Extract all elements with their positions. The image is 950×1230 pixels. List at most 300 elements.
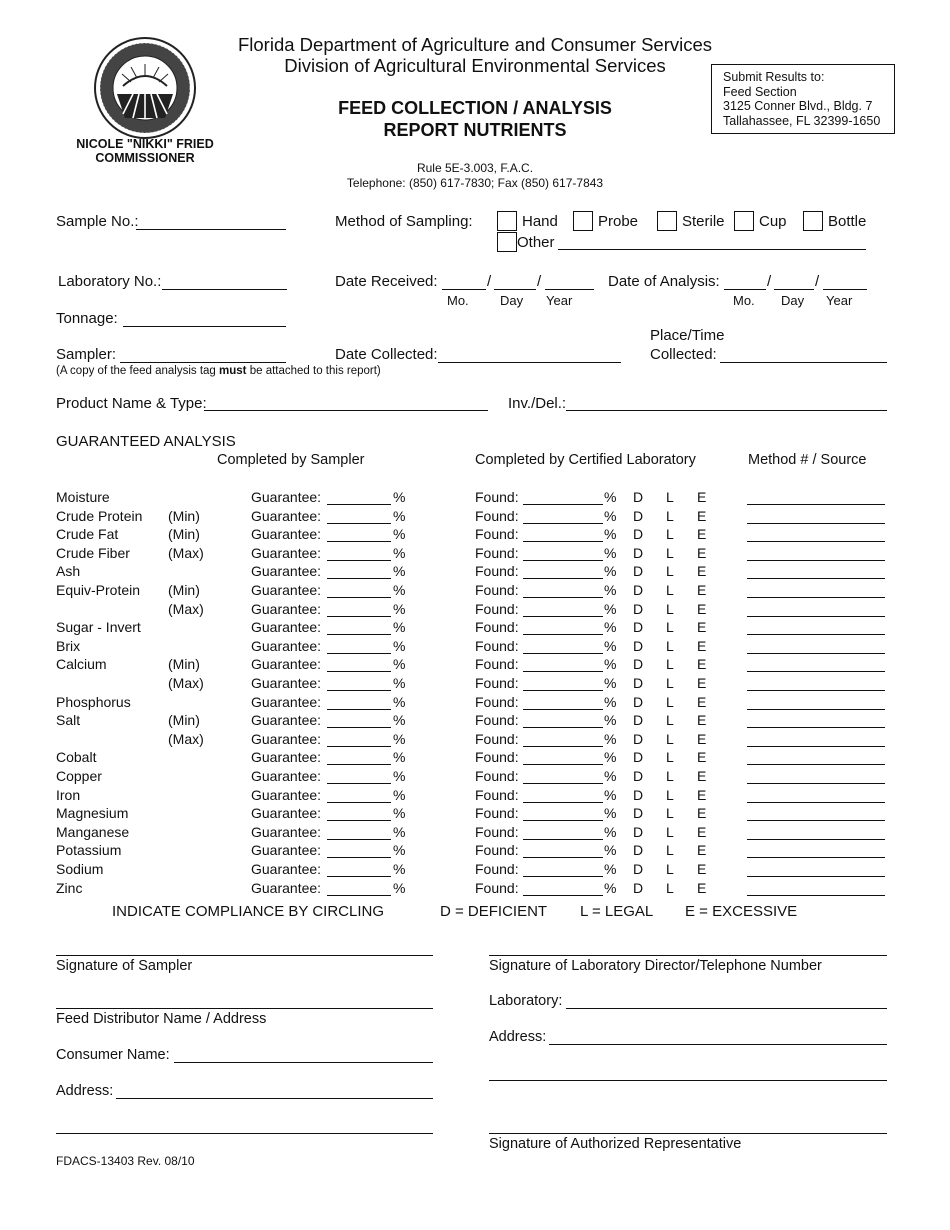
found-label: Found: — [475, 656, 519, 673]
method-source-field[interactable] — [747, 712, 885, 728]
authorized-signature-label: Signature of Authorized Representative — [489, 1136, 742, 1152]
deficient-code[interactable]: D — [633, 544, 644, 561]
excessive-code[interactable]: E — [697, 861, 707, 877]
legal-code[interactable]: L — [666, 582, 674, 598]
percent-sign: % — [393, 675, 406, 691]
distributor-field[interactable] — [56, 1008, 433, 1009]
consumer-name-field[interactable] — [174, 1062, 433, 1063]
analysis-row — [0, 563, 950, 581]
copy-note: (A copy of the feed analysis tag must be attached to this report) — [56, 365, 381, 377]
hand-checkbox[interactable] — [497, 211, 517, 231]
nutrient-qualifier: (Min) — [168, 712, 200, 729]
nutrient-qualifier: (Max) — [168, 730, 204, 747]
guarantee-field[interactable] — [327, 880, 391, 896]
deficient-code[interactable]: D — [633, 712, 644, 729]
bottle-label: Bottle — [828, 213, 867, 230]
found-field[interactable] — [523, 694, 603, 710]
inv-del-label: Inv./Del.: — [508, 395, 567, 412]
date-separator: / — [767, 273, 772, 290]
guarantee-field[interactable] — [327, 545, 391, 561]
guarantee-field[interactable] — [327, 656, 391, 672]
method-source-field[interactable] — [747, 545, 885, 561]
found-field[interactable] — [523, 638, 603, 654]
excessive-code[interactable]: E — [697, 675, 707, 691]
nutrient-name: Brix — [56, 637, 81, 654]
cup-checkbox[interactable] — [734, 211, 754, 231]
legal-code[interactable]: L — [666, 619, 674, 636]
form-title-line1: FEED COLLECTION / ANALYSIS — [338, 98, 612, 118]
percent-sign: % — [604, 768, 617, 784]
date-of-analysis-month-field[interactable] — [724, 289, 766, 290]
found-field[interactable] — [523, 768, 603, 784]
percent-sign: % — [393, 693, 406, 710]
deficient-code[interactable]: D — [633, 526, 644, 543]
found-label: Found: — [475, 879, 519, 896]
deficient-code[interactable]: D — [633, 563, 644, 580]
method-source-field[interactable] — [747, 638, 885, 654]
guarantee-label: Guarantee: — [251, 526, 322, 543]
excessive-code[interactable]: E — [697, 730, 707, 747]
guarantee-field[interactable] — [327, 508, 391, 524]
date-separator: / — [537, 273, 542, 290]
method-source-field[interactable] — [747, 824, 885, 840]
excessive-code[interactable]: E — [697, 768, 707, 784]
method-of-sampling-label: Method of Sampling: — [335, 213, 473, 230]
legal-code[interactable]: L — [666, 879, 674, 896]
legal-code[interactable]: L — [666, 507, 674, 524]
guarantee-label: Guarantee: — [251, 619, 322, 636]
method-source-field[interactable] — [747, 582, 885, 598]
percent-sign: % — [604, 637, 617, 654]
date-of-analysis-day-field[interactable] — [774, 289, 814, 290]
percent-sign: % — [393, 656, 406, 673]
found-field[interactable] — [523, 749, 603, 765]
guarantee-label: Guarantee: — [251, 861, 322, 877]
guarantee-label: Guarantee: — [251, 637, 322, 654]
found-field[interactable] — [523, 861, 603, 877]
nutrient-qualifier: (Min) — [168, 656, 200, 673]
guarantee-field[interactable] — [327, 526, 391, 542]
legal-code[interactable]: L — [666, 823, 674, 840]
percent-sign: % — [604, 842, 617, 859]
excessive-code[interactable]: E — [697, 712, 707, 729]
department-name: Florida Department of Agriculture and Consumer Services — [237, 34, 713, 55]
found-field[interactable] — [523, 582, 603, 598]
excessive-code[interactable]: E — [697, 526, 707, 543]
deficient-code[interactable]: D — [633, 619, 644, 636]
tonnage-field[interactable] — [123, 326, 286, 327]
legal-code[interactable]: L — [666, 675, 674, 691]
legal-code[interactable]: L — [666, 768, 674, 784]
date-separator: / — [487, 273, 492, 290]
laboratory-label: Laboratory: — [489, 993, 563, 1009]
found-field[interactable] — [523, 526, 603, 542]
found-label: Found: — [475, 823, 519, 840]
guarantee-field[interactable] — [327, 619, 391, 635]
method-source-field[interactable] — [747, 508, 885, 524]
percent-sign: % — [393, 619, 406, 636]
method-source-field[interactable] — [747, 749, 885, 765]
found-field[interactable] — [523, 824, 603, 840]
percent-sign: % — [604, 805, 617, 822]
sterile-checkbox[interactable] — [657, 211, 677, 231]
product-name-label: Product Name & Type: — [56, 395, 207, 412]
sampler-signature-field[interactable] — [56, 955, 433, 956]
method-source-field[interactable] — [747, 656, 885, 672]
submit-line: Submit Results to: — [723, 70, 825, 84]
date-received-label: Date Received: — [335, 273, 438, 290]
excessive-code[interactable]: E — [697, 507, 707, 524]
analysis-row — [0, 638, 950, 656]
legal-code[interactable]: L — [666, 786, 674, 803]
year-caption: Year — [826, 293, 853, 308]
found-label: Found: — [475, 805, 519, 822]
florida-agriculture-seal-icon — [93, 36, 197, 140]
method-source-field[interactable] — [747, 563, 885, 579]
nutrient-name: Sugar - Invert — [56, 619, 141, 636]
guarantee-label: Guarantee: — [251, 600, 322, 617]
method-source-field[interactable] — [747, 675, 885, 691]
sampler-label: Sampler: — [56, 346, 117, 363]
found-label: Found: — [475, 768, 519, 784]
deficient-code[interactable]: D — [633, 489, 644, 505]
completed-by-lab-heading: Completed by Certified Laboratory — [475, 452, 696, 468]
date-of-analysis-year-field[interactable] — [823, 289, 867, 290]
guarantee-field[interactable] — [327, 824, 391, 840]
day-caption: Day — [500, 293, 524, 308]
sample-no-field[interactable] — [136, 229, 286, 230]
deficient-legend: D = DEFICIENT — [440, 903, 548, 920]
deficient-code[interactable]: D — [633, 582, 644, 598]
deficient-code[interactable]: D — [633, 637, 644, 654]
lab-director-signature-field[interactable] — [489, 955, 887, 956]
guarantee-label: Guarantee: — [251, 786, 322, 803]
analysis-row — [0, 880, 950, 898]
probe-checkbox[interactable] — [573, 211, 593, 231]
found-label: Found: — [475, 842, 519, 859]
percent-sign: % — [604, 563, 617, 580]
method-source-field[interactable] — [747, 861, 885, 877]
excessive-code[interactable]: E — [697, 489, 707, 505]
guarantee-field[interactable] — [327, 805, 391, 821]
tonnage-label: Tonnage: — [56, 310, 118, 327]
guarantee-field[interactable] — [327, 563, 391, 579]
found-field[interactable] — [523, 563, 603, 579]
inv-del-field[interactable] — [566, 410, 887, 411]
found-label: Found: — [475, 637, 519, 654]
deficient-code[interactable]: D — [633, 656, 644, 673]
deficient-code[interactable]: D — [633, 675, 644, 691]
excessive-code[interactable]: E — [697, 563, 707, 580]
deficient-code[interactable]: D — [633, 805, 644, 822]
deficient-code[interactable]: D — [633, 842, 644, 859]
guarantee-label: Guarantee: — [251, 544, 322, 561]
guarantee-field[interactable] — [327, 861, 391, 877]
guarantee-label: Guarantee: — [251, 507, 322, 524]
legal-code[interactable]: L — [666, 749, 674, 766]
percent-sign: % — [393, 712, 406, 729]
guarantee-label: Guarantee: — [251, 582, 322, 598]
lab-address-line2-field[interactable] — [489, 1080, 887, 1081]
date-received-month-field[interactable] — [442, 289, 486, 290]
guarantee-field[interactable] — [327, 712, 391, 728]
method-source-field[interactable] — [747, 731, 885, 747]
found-field[interactable] — [523, 712, 603, 728]
analysis-row — [0, 842, 950, 860]
legal-code[interactable]: L — [666, 730, 674, 747]
analysis-row — [0, 601, 950, 619]
nutrient-name: Crude Protein — [56, 507, 143, 524]
excessive-code[interactable]: E — [697, 619, 707, 636]
excessive-code[interactable]: E — [697, 582, 707, 598]
legal-code[interactable]: L — [666, 563, 674, 580]
guarantee-field[interactable] — [327, 489, 391, 505]
compliance-instruction: INDICATE COMPLIANCE BY CIRCLING — [112, 903, 384, 920]
guarantee-label: Guarantee: — [251, 675, 322, 691]
excessive-code[interactable]: E — [697, 823, 707, 840]
percent-sign: % — [604, 656, 617, 673]
form-number: FDACS-13403 Rev. 08/10 — [56, 1154, 195, 1168]
guarantee-field[interactable] — [327, 842, 391, 858]
excessive-code[interactable]: E — [697, 693, 707, 710]
guarantee-field[interactable] — [327, 787, 391, 803]
deficient-code[interactable]: D — [633, 507, 644, 524]
guarantee-field[interactable] — [327, 582, 391, 598]
found-field[interactable] — [523, 842, 603, 858]
deficient-code[interactable]: D — [633, 749, 644, 766]
method-source-heading: Method # / Source — [748, 452, 867, 468]
percent-sign: % — [604, 861, 617, 877]
guarantee-label: Guarantee: — [251, 712, 322, 729]
percent-sign: % — [604, 730, 617, 747]
found-field[interactable] — [523, 545, 603, 561]
nutrient-name: Cobalt — [56, 749, 97, 766]
excessive-code[interactable]: E — [697, 544, 707, 561]
method-source-field[interactable] — [747, 601, 885, 617]
guarantee-field[interactable] — [327, 601, 391, 617]
guarantee-label: Guarantee: — [251, 693, 322, 710]
deficient-code[interactable]: D — [633, 693, 644, 710]
found-label: Found: — [475, 861, 519, 877]
legal-code[interactable]: L — [666, 861, 674, 877]
method-source-field[interactable] — [747, 694, 885, 710]
percent-sign: % — [393, 637, 406, 654]
percent-sign: % — [393, 823, 406, 840]
nutrient-name: Zinc — [56, 879, 83, 896]
percent-sign: % — [604, 526, 617, 543]
guarantee-field[interactable] — [327, 694, 391, 710]
deficient-code[interactable]: D — [633, 768, 644, 784]
day-caption: Day — [781, 293, 805, 308]
found-label: Found: — [475, 786, 519, 803]
percent-sign: % — [604, 712, 617, 729]
legal-code[interactable]: L — [666, 842, 674, 859]
nutrient-name: Sodium — [56, 861, 104, 877]
submit-line: 3125 Conner Blvd., Bldg. 7 — [723, 99, 873, 113]
excessive-code[interactable]: E — [697, 637, 707, 654]
deficient-code[interactable]: D — [633, 600, 644, 617]
method-source-field[interactable] — [747, 619, 885, 635]
percent-sign: % — [393, 786, 406, 803]
method-source-field[interactable] — [747, 489, 885, 505]
percent-sign: % — [393, 526, 406, 543]
hand-label: Hand — [522, 213, 558, 230]
method-source-field[interactable] — [747, 880, 885, 896]
nutrient-name: Iron — [56, 786, 81, 803]
method-source-field[interactable] — [747, 768, 885, 784]
sample-no-label: Sample No.: — [56, 213, 139, 230]
deficient-code[interactable]: D — [633, 823, 644, 840]
laboratory-no-label: Laboratory No.: — [58, 273, 162, 290]
guarantee-field[interactable] — [327, 749, 391, 765]
submit-line: Tallahassee, FL 32399-1650 — [723, 113, 881, 128]
legal-code[interactable]: L — [666, 526, 674, 543]
excessive-legend: E = EXCESSIVE — [685, 903, 798, 920]
legal-code[interactable]: L — [666, 656, 674, 673]
nutrient-name: Equiv-Protein — [56, 582, 141, 598]
consumer-address-line2-field[interactable] — [56, 1133, 433, 1134]
submit-results-box — [711, 64, 895, 134]
percent-sign: % — [393, 544, 406, 561]
date-received-year-field[interactable] — [545, 289, 594, 290]
method-source-field[interactable] — [747, 842, 885, 858]
legal-code[interactable]: L — [666, 712, 674, 729]
found-label: Found: — [475, 600, 519, 617]
found-field[interactable] — [523, 787, 603, 803]
nutrient-qualifier: (Max) — [168, 600, 204, 617]
guarantee-field[interactable] — [327, 638, 391, 654]
analysis-row — [0, 824, 950, 842]
other-method-field[interactable] — [558, 249, 866, 250]
legal-legend: L = LEGAL — [580, 903, 654, 920]
nutrient-qualifier: (Min) — [168, 582, 200, 598]
guarantee-field[interactable] — [327, 731, 391, 747]
percent-sign: % — [604, 600, 617, 617]
deficient-code[interactable]: D — [633, 786, 644, 803]
found-label: Found: — [475, 544, 519, 561]
legal-code[interactable]: L — [666, 805, 674, 822]
nutrient-name: Moisture — [56, 489, 110, 505]
laboratory-field[interactable] — [566, 1008, 887, 1009]
found-field[interactable] — [523, 880, 603, 896]
guarantee-field[interactable] — [327, 768, 391, 784]
deficient-code[interactable]: D — [633, 879, 644, 896]
lab-director-signature-label: Signature of Laboratory Director/Telephone Number — [489, 958, 822, 974]
guarantee-label: Guarantee: — [251, 879, 322, 896]
bottle-checkbox[interactable] — [803, 211, 823, 231]
found-label: Found: — [475, 507, 519, 524]
probe-label: Probe — [598, 213, 639, 230]
nutrient-name: Magnesium — [56, 805, 129, 822]
percent-sign: % — [604, 544, 617, 561]
sterile-label: Sterile — [682, 213, 725, 230]
nutrient-name: Salt — [56, 712, 81, 729]
excessive-code[interactable]: E — [697, 656, 707, 673]
excessive-code[interactable]: E — [697, 749, 707, 766]
found-label: Found: — [475, 563, 519, 580]
found-label: Found: — [475, 693, 519, 710]
place-time-field[interactable] — [720, 362, 887, 363]
guarantee-label: Guarantee: — [251, 805, 322, 822]
excessive-code[interactable]: E — [697, 786, 707, 803]
found-field[interactable] — [523, 601, 603, 617]
analysis-row — [0, 508, 950, 526]
distributor-label: Feed Distributor Name / Address — [56, 1011, 267, 1027]
date-collected-field[interactable] — [438, 362, 621, 363]
deficient-code[interactable]: D — [633, 861, 644, 877]
percent-sign: % — [393, 582, 406, 598]
guarantee-label: Guarantee: — [251, 489, 322, 505]
method-source-field[interactable] — [747, 787, 885, 803]
analysis-row — [0, 787, 950, 805]
consumer-name-label: Consumer Name: — [56, 1047, 170, 1063]
nutrient-name: Copper — [56, 768, 102, 784]
commissioner-name: NICOLE "NIKKI" FRIED — [76, 137, 214, 151]
excessive-code[interactable]: E — [697, 842, 707, 859]
percent-sign: % — [604, 507, 617, 524]
percent-sign: % — [393, 489, 406, 505]
guarantee-label: Guarantee: — [251, 768, 322, 784]
legal-code[interactable]: L — [666, 693, 674, 710]
found-field[interactable] — [523, 675, 603, 691]
legal-code[interactable]: L — [666, 637, 674, 654]
found-field[interactable] — [523, 619, 603, 635]
analysis-row — [0, 582, 950, 600]
sampler-field[interactable] — [120, 362, 286, 363]
consumer-address-label: Address: — [56, 1083, 114, 1099]
found-field[interactable] — [523, 731, 603, 747]
nutrient-name: Manganese — [56, 823, 130, 840]
found-field[interactable] — [523, 656, 603, 672]
found-label: Found: — [475, 526, 519, 543]
laboratory-no-field[interactable] — [162, 289, 287, 290]
percent-sign: % — [393, 730, 406, 747]
found-label: Found: — [475, 712, 519, 729]
legal-code[interactable]: L — [666, 600, 674, 617]
guarantee-label: Guarantee: — [251, 563, 322, 580]
product-name-field[interactable] — [204, 410, 488, 411]
found-field[interactable] — [523, 489, 603, 505]
other-checkbox[interactable] — [497, 232, 517, 252]
collected-label: Collected: — [650, 346, 717, 363]
authorized-signature-field[interactable] — [489, 1133, 887, 1134]
consumer-address-field[interactable] — [116, 1098, 433, 1099]
excessive-code[interactable]: E — [697, 600, 707, 617]
analysis-row — [0, 694, 950, 712]
legal-code[interactable]: L — [666, 489, 674, 505]
percent-sign: % — [604, 582, 617, 598]
guarantee-label: Guarantee: — [251, 749, 322, 766]
deficient-code[interactable]: D — [633, 730, 644, 747]
lab-address-field[interactable] — [549, 1044, 887, 1045]
percent-sign: % — [393, 600, 406, 617]
nutrient-qualifier: (Max) — [168, 675, 204, 691]
guarantee-field[interactable] — [327, 675, 391, 691]
method-source-field[interactable] — [747, 805, 885, 821]
excessive-code[interactable]: E — [697, 879, 707, 896]
excessive-code[interactable]: E — [697, 805, 707, 822]
completed-by-sampler-heading: Completed by Sampler — [217, 452, 365, 468]
legal-code[interactable]: L — [666, 544, 674, 561]
method-source-field[interactable] — [747, 526, 885, 542]
percent-sign: % — [393, 842, 406, 859]
percent-sign: % — [393, 879, 406, 896]
found-field[interactable] — [523, 805, 603, 821]
found-field[interactable] — [523, 508, 603, 524]
date-received-day-field[interactable] — [494, 289, 536, 290]
nutrient-name: Phosphorus — [56, 693, 131, 710]
nutrient-name: Crude Fiber — [56, 544, 130, 561]
